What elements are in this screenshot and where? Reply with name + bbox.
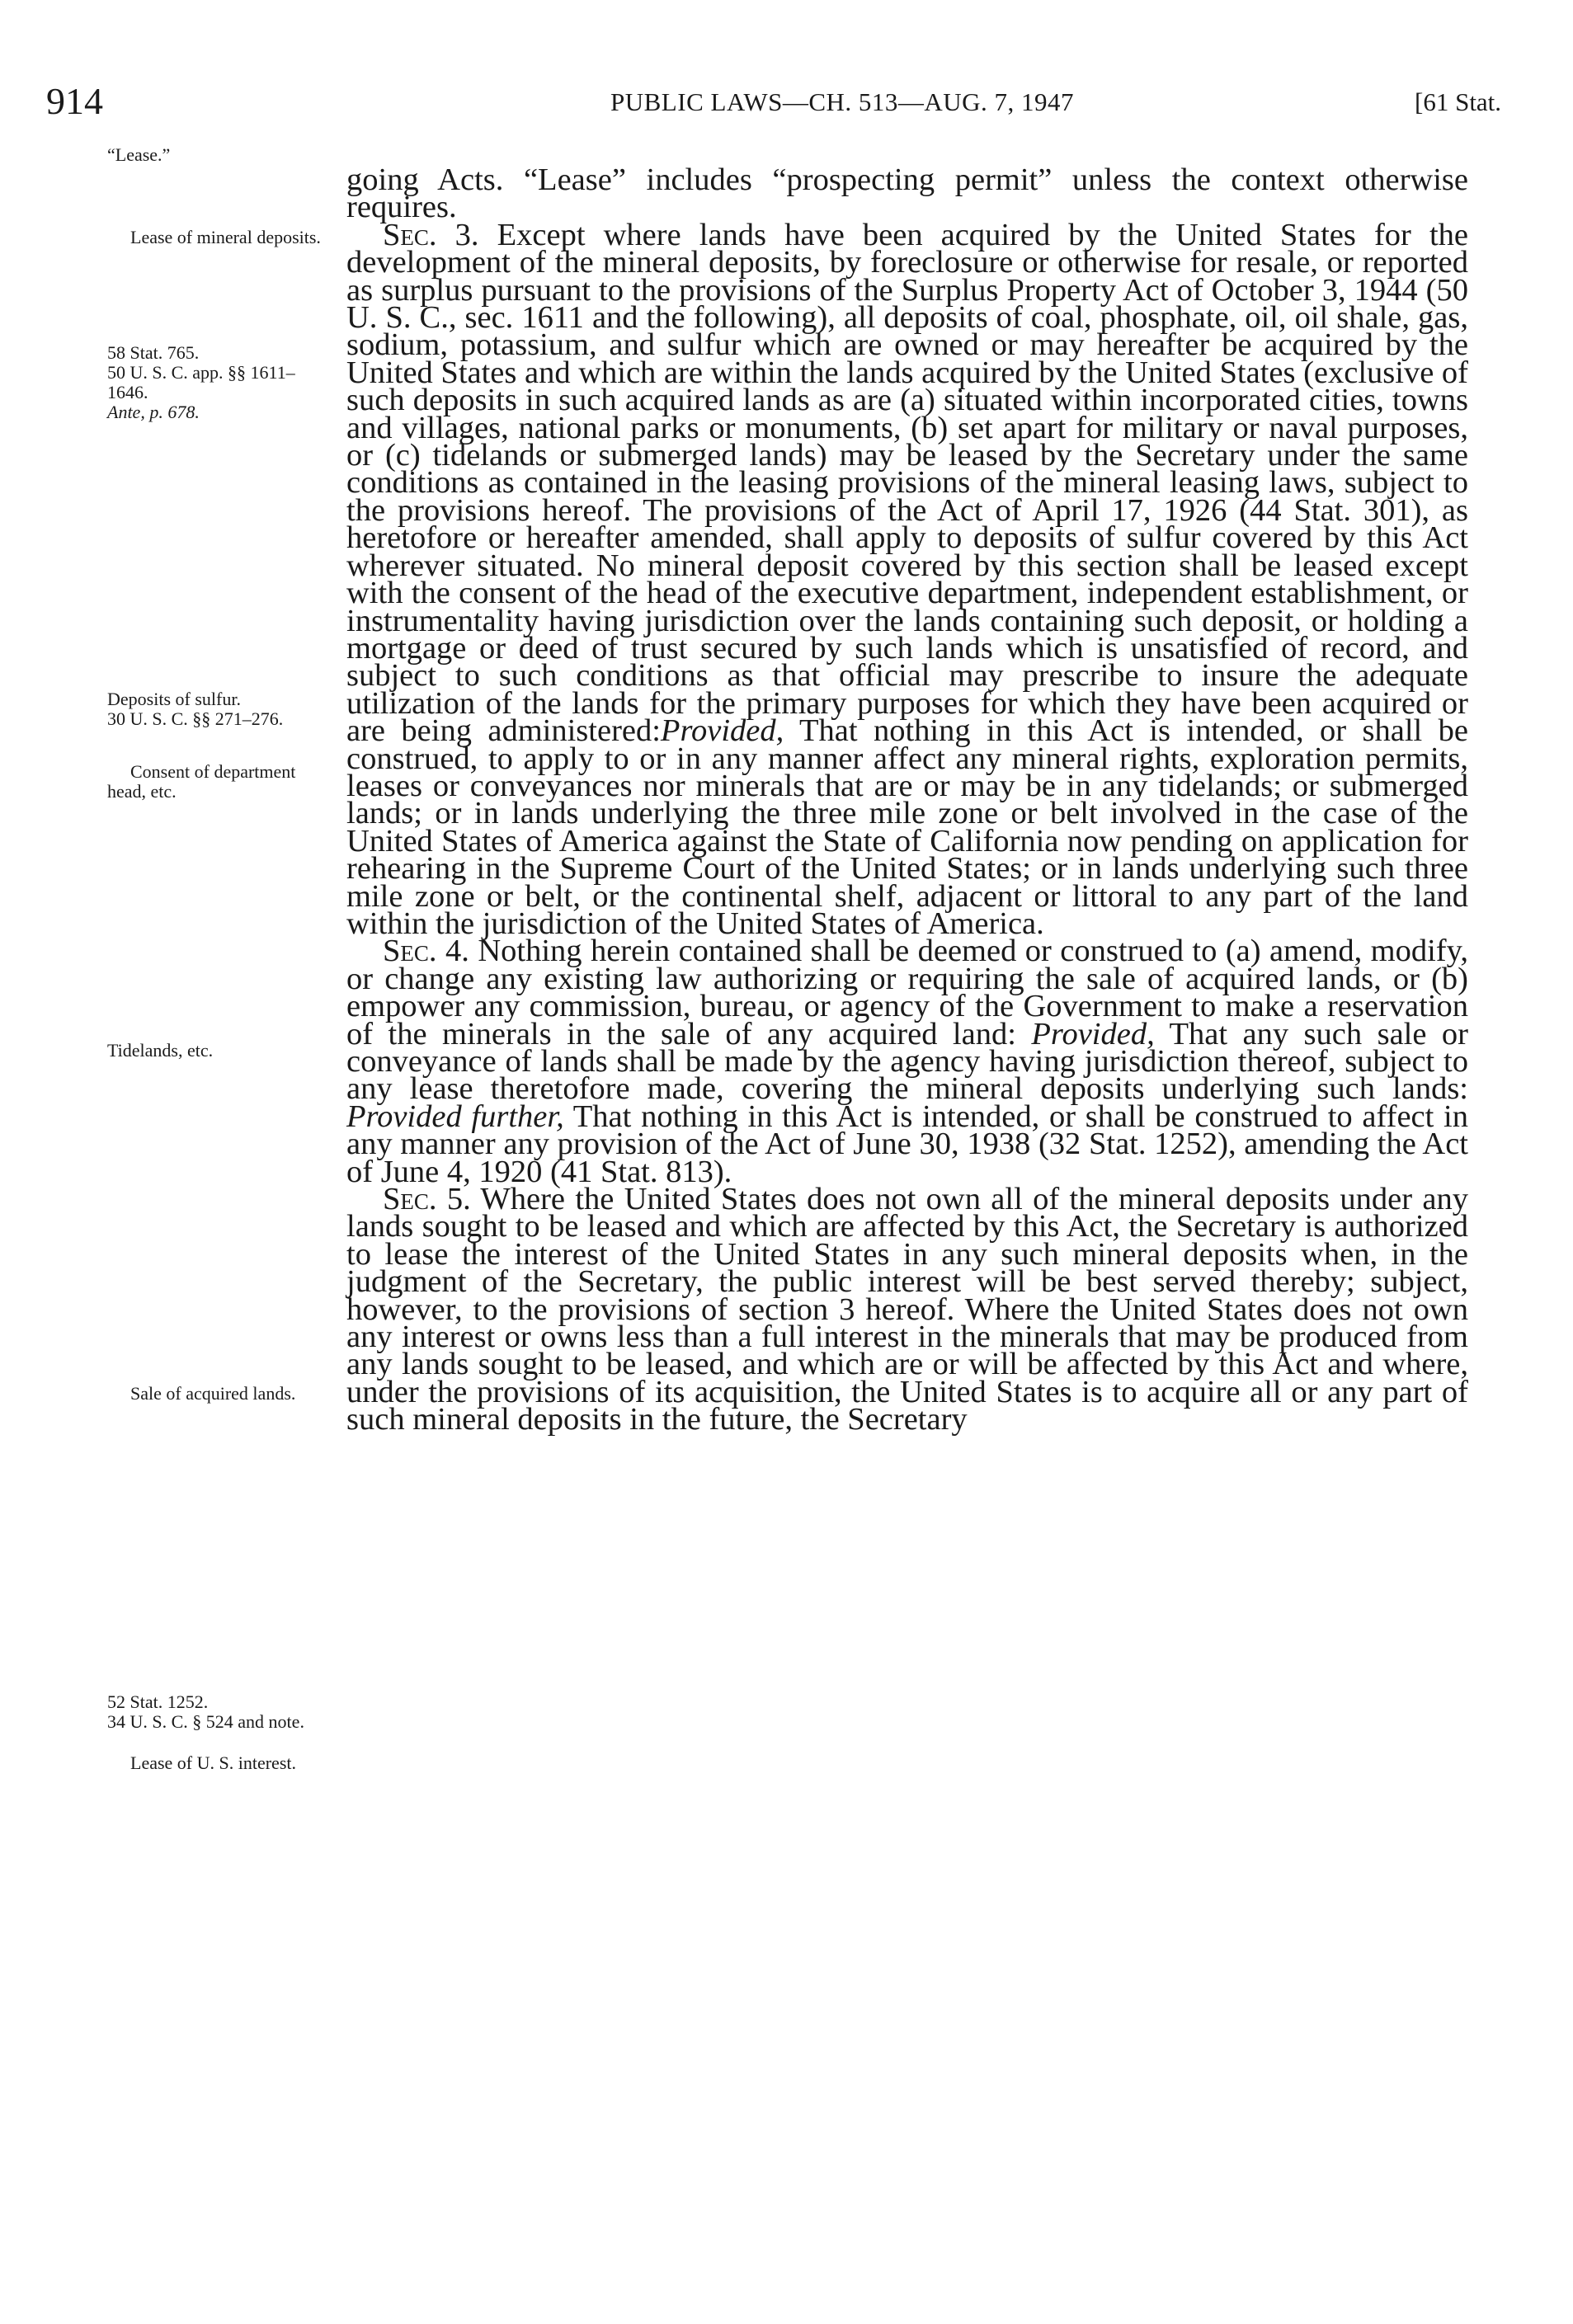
margin-note-lease-of-us-interest: Lease of U. S. interest. (130, 1752, 296, 1773)
section-4-label: Sec. 4. (383, 934, 469, 969)
section-3-text-part-2: That nothing in this Act is intended, or shall be construed, to apply to or in any manner affect any mineral rights, exploration permits, leases or conveyances nor minerals that are or may be in any tidelands; or submerged lands; or in lands underlying the three mile zone or belt involved in the case of the United States of America against the State of California now pending on application for rehearing in the Supreme Court of the United States; or in lands underlying such three mile zone or belt, or the continental shelf, adjacent or littoral to any part of the land within the jurisdiction of the United States of America. (346, 713, 1468, 941)
page-number: 914 (46, 80, 103, 122)
paragraph-lease-definition (346, 162, 1468, 225)
margin-note-deposits-of-sulfur: Deposits of sulfur. (107, 689, 241, 709)
section-4-provided: Provided, (1031, 1016, 1155, 1051)
section-4-text-part-2: That any such sale or conveyance of lands shall be made by the agency having jurisdiction thereof, subject to any lease theretofore made, covering the mineral deposits underlying such lands: (346, 1016, 1468, 1107)
volume-reference: [61 Stat. (1415, 87, 1502, 116)
margin-note-sale-of-acquired-lands: Sale of acquired lands. (130, 1383, 296, 1404)
margin-note-lease-definition: “Lease.” (107, 144, 171, 165)
margin-note-tidelands: Tidelands, etc. (107, 1040, 214, 1061)
section-4-text-part-3: That nothing in this Act is intended, or shall be construed to affect in any manner any provision of the Act of June 30, 1938 (32 Stat. 1252), amending the Act of June 4, 1920 (41 Stat. 813). (346, 1098, 1468, 1189)
section-4 (346, 934, 1468, 1189)
page-header (0, 79, 1573, 129)
margin-note-usc-citation: 50 U. S. C. app. §§ 1611–1646. (107, 362, 295, 402)
running-head: PUBLIC LAWS—CH. 513—AUG. 7, 1947 (610, 87, 1075, 116)
section-3 (346, 217, 1468, 941)
section-4-text-part-1: Nothing herein contained shall be deemed or construed to (a) amend, modify, or change any existing law authorizing or requiring the sale of acquired lands, or (b) empower any commission, bureau, or agency of the Government to make a reservation of the minerals in the sale of any acquired land: (346, 934, 1468, 1051)
section-4-provided-further: Provided further, (346, 1098, 564, 1134)
text-going-acts: going Acts. “Lease” includes “prospecting permit” unless the context otherwise requires. (346, 162, 1468, 225)
body-text (346, 162, 1468, 1437)
section-5-text: Where the United States does not own all of the mineral deposits under any lands sought to be leased and which are affected by this Act, the Secretary is authorized to lease the interest of the United States in any such mineral deposits when, in the judgment of the Secretary, the public interest will be best served thereby; subject, however, to the provisions of section 3 hereof. Where the United States does not own any interest or owns less than a full interest in the minerals that may be produced from any lands sought to be leased, and which are or will be affected by this Act and where, under the provisions of its acquisition, the United States is to acquire all or any part of such mineral deposits in the future, the Secretary (346, 1182, 1468, 1437)
margin-note-lease-of-mineral-deposits: Lease of mineral deposits. (130, 227, 321, 247)
margin-note-consent-of-department-head: Consent of department head, etc. (107, 761, 296, 802)
section-3-text-part-1: Except where lands have been acquired by the United States for the development of the mineral deposits, by foreclosure or otherwise for resale, or reported as surplus pursuant to the provisions of the Surplus Property Act of October 3, 1944 (50 U. S. C., sec. 1611 and the following), all deposits of coal, phosphate, oil, oil shale, gas, sodium, potassium, and sulfur which are owned or may hereafter be acquired by the United States and which are within the lands acquired by the United States (exclusive of such deposits in such acquired lands as are (a) situated within incorporated cities, towns and villages, national parks or monuments, (b) set apart for military or naval purposes, or (c) tidelands or submerged lands) may be leased by the Secretary under the same conditions as contained in the leasing provisions of the mineral leasing laws, subject to the provisions hereof. The provisions of the Act of April 17, 1926 (44 Stat. 301), as heretofore or hereafter amended, shall apply to deposits of sulfur covered by this Act wherever situated. No mineral deposit covered by this section shall be leased except with the consent of the head of the executive department, independent establishment, or instrumentality having jurisdiction over the lands containing such deposit, or holding a mortgage or deed of trust secured by such lands which is unsatisfied of record, and subject to such conditions as that official may prescribe to insure the adequate utilization of the lands for the primary purposes for which they have been acquired or are being administered: (346, 217, 1468, 749)
margin-note-stat-citation: 58 Stat. 765. (107, 342, 200, 363)
margin-note-34-usc-citation: 34 U. S. C. § 524 and note. (107, 1711, 304, 1732)
section-3-label: Sec. 3. (383, 217, 479, 252)
margin-note-52-stat: 52 Stat. 1252. (107, 1691, 209, 1712)
section-5-label: Sec. 5. (383, 1182, 471, 1217)
margin-note-ante: Ante, p. 678. (107, 402, 200, 422)
margin-note-sulfur-usc-citation: 30 U. S. C. §§ 271–276. (107, 708, 284, 729)
section-3-provided: Provided, (660, 713, 784, 749)
section-5 (346, 1182, 1468, 1437)
